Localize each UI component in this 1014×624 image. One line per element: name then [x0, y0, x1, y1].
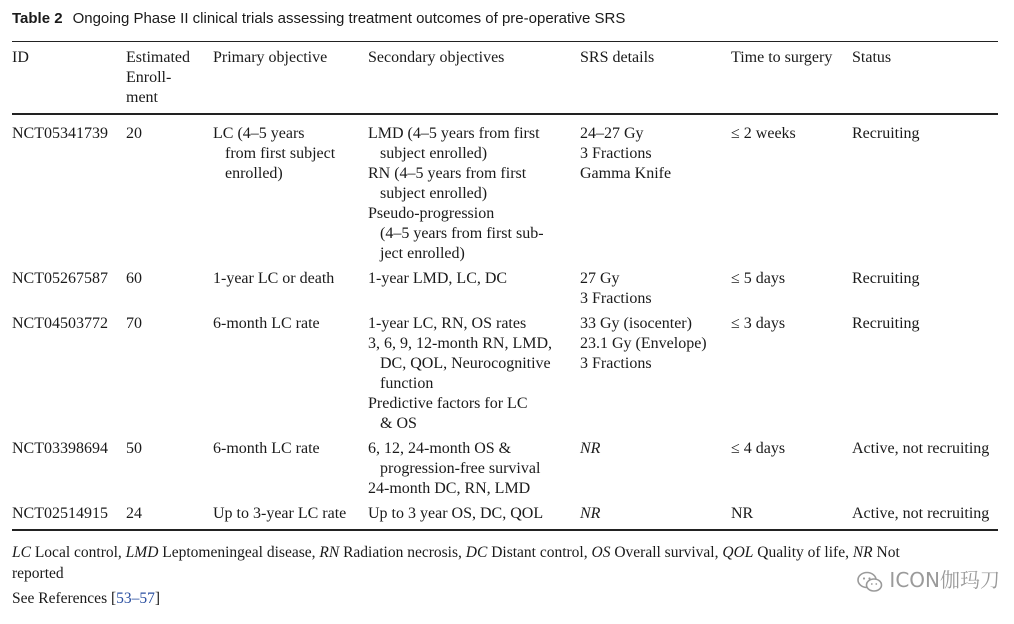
table-number: Table 2	[12, 10, 63, 27]
table-row-1-time: ≤ 2 weeks	[731, 125, 796, 142]
table-row-5-srs: NR	[580, 505, 601, 522]
footnote-references: See References [53–57]	[12, 590, 161, 607]
table-row-2-status: Recruiting	[852, 270, 920, 287]
header-enrollment: Estimated Enroll- ment	[126, 49, 190, 106]
table-row-2-secondary: 1-year LMD, LC, DC	[368, 270, 508, 287]
header-primary-objective: Primary objective	[213, 49, 328, 66]
table-row-4-srs: NR	[580, 440, 601, 457]
header-secondary-objectives: Secondary objectives	[368, 49, 505, 66]
table-row-1-srs: 24–27 Gy 3 Fractions Gamma Knife	[580, 125, 672, 182]
header-rule	[12, 113, 998, 115]
table-row-1-status: Recruiting	[852, 125, 920, 142]
table-row-3-time: ≤ 3 days	[731, 315, 786, 332]
table-row-3-srs: 33 Gy (isocenter) 23.1 Gy (Envelope) 3 Fractions	[580, 315, 707, 372]
table-row-2-primary: 1-year LC or death	[213, 270, 335, 287]
table-row-1-secondary: LMD (4–5 years from first subject enrolled) RN (4–5 years from first subject enrolled) Pseudo-progression (4–5 years from first sub- ject enrolled)	[368, 125, 544, 262]
table-row-2-id: NCT05267587	[12, 270, 108, 287]
table-row-5-enrollment: 24	[126, 505, 142, 522]
top-rule	[12, 41, 998, 42]
table-title: Ongoing Phase II clinical trials assessing treatment outcomes of pre-operative SRS	[72, 10, 626, 27]
watermark-text: ICON伽玛刀	[889, 568, 1000, 592]
table-row-3-secondary: 1-year LC, RN, OS rates 3, 6, 9, 12-month RN, LMD, DC, QOL, Neurocognitive function Predictive factors for LC & OS	[368, 315, 552, 432]
table-row-1-primary: LC (4–5 years from first subject enrolled)	[213, 125, 336, 182]
watermark	[857, 564, 1000, 593]
header-time-to-surgery: Time to surgery	[731, 49, 833, 66]
references-link[interactable]: 53–57	[116, 590, 155, 607]
footnote-abbreviations: LC Local control, LMD Leptomeningeal disease, RN Radiation necrosis, DC Distant control, OS Overall survival, QOL Quality of life, NR Not reported	[12, 544, 900, 582]
table-row-4-id: NCT03398694	[12, 440, 108, 457]
table-row-2-enrollment: 60	[126, 270, 142, 287]
table-row-3-enrollment: 70	[126, 315, 142, 332]
table-row-5-secondary: Up to 3 year OS, DC, QOL	[368, 505, 544, 522]
table-row-1-id: NCT05341739	[12, 125, 108, 142]
table-row-4-status: Active, not recruiting	[852, 440, 990, 457]
table-row-2-time: ≤ 5 days	[731, 270, 786, 287]
table-row-3-id: NCT04503772	[12, 315, 108, 332]
wechat-icon	[857, 571, 883, 593]
bottom-rule	[12, 529, 998, 531]
table-row-5-time: NR	[731, 505, 754, 522]
table-row-1-enrollment: 20	[126, 125, 142, 142]
table-row-3-status: Recruiting	[852, 315, 920, 332]
header-id: ID	[12, 49, 29, 66]
table-row-2-srs: 27 Gy 3 Fractions	[580, 270, 652, 307]
table-row-4-enrollment: 50	[126, 440, 142, 457]
table-row-4-secondary: 6, 12, 24-month OS & progression-free survival 24-month DC, RN, LMD	[368, 440, 541, 497]
header-status: Status	[852, 49, 892, 66]
table-row-5-id: NCT02514915	[12, 505, 108, 522]
header-srs-details: SRS details	[580, 49, 655, 66]
table-caption	[12, 10, 625, 28]
table-row-5-status: Active, not recruiting	[852, 505, 990, 522]
table-row-5-primary: Up to 3-year LC rate	[213, 505, 347, 522]
table-row-4-primary: 6-month LC rate	[213, 440, 320, 457]
table-row-4-time: ≤ 4 days	[731, 440, 786, 457]
table-row-3-primary: 6-month LC rate	[213, 315, 320, 332]
footnote-continuation: reported	[12, 565, 64, 582]
